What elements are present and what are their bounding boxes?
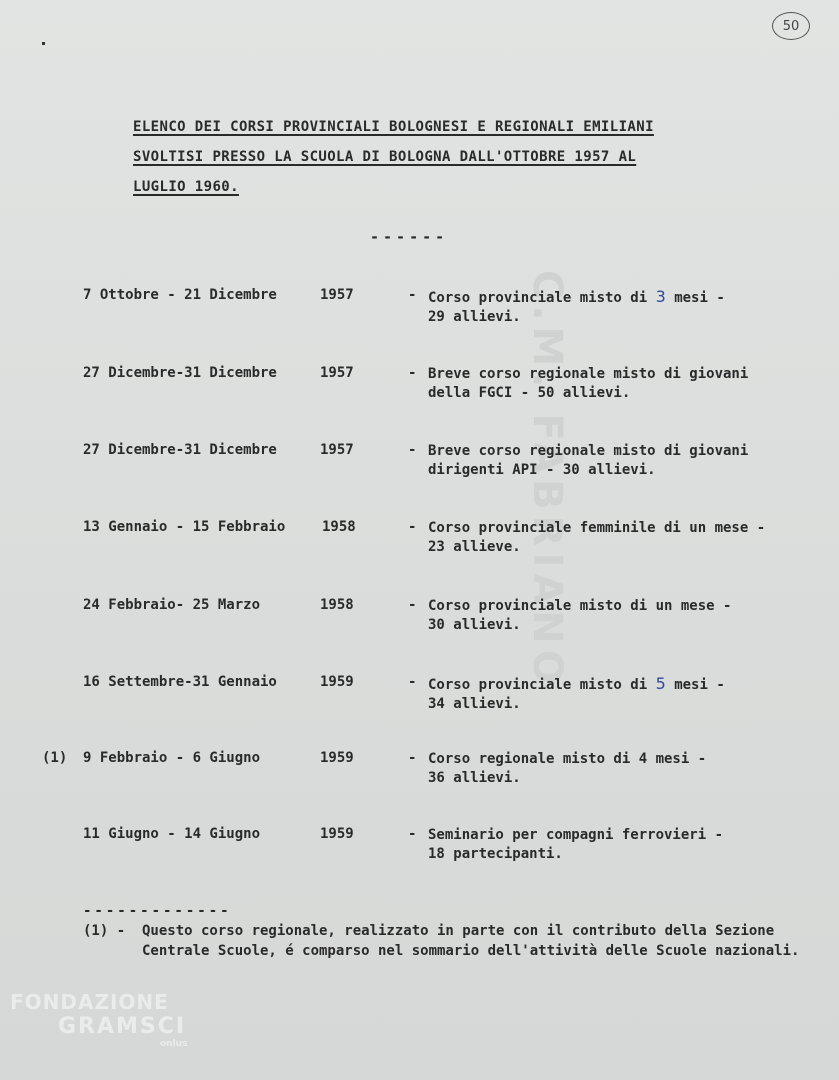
entry-dash: - xyxy=(408,826,417,842)
entry-dash: - xyxy=(408,750,417,766)
logo-line-1: FONDAZIONE xyxy=(10,990,169,1014)
desc-line-2: 30 allievi. xyxy=(428,617,521,633)
desc-line-2: 36 allievi. xyxy=(428,770,521,786)
course-description xyxy=(428,365,833,403)
entry-dash: - xyxy=(408,365,417,381)
archive-logo xyxy=(10,990,210,1070)
logo-line-3: onlus xyxy=(160,1039,188,1049)
desc-line-1: Seminario per compagni ferrovieri - xyxy=(428,827,724,843)
course-year: 1958 xyxy=(320,597,354,613)
desc-line-1: Corso provinciale misto di un mese - xyxy=(428,598,732,614)
desc-part-b: mesi - xyxy=(665,677,725,693)
course-year: 1957 xyxy=(320,365,354,381)
title-separator: ------ xyxy=(370,228,449,246)
desc-line-1: Breve corso regionale misto di giovani xyxy=(428,443,749,459)
course-dates: 24 Febbraio- 25 Marzo xyxy=(83,597,261,613)
entry-dash: - xyxy=(408,442,417,458)
desc-line-2: 29 allievi. xyxy=(428,309,521,325)
footnote-rule: ------------- xyxy=(83,903,232,919)
title-line-3: LUGLIO 1960. xyxy=(133,179,239,195)
desc-line-2: dirigenti API - 30 allievi. xyxy=(428,462,656,478)
desc-line-2: della FGCI - 50 allievi. xyxy=(428,385,631,401)
desc-line-1: Breve corso regionale misto di giovani xyxy=(428,366,749,382)
logo-line-2: GRAMSCI xyxy=(58,1014,187,1039)
handwritten-correction: 3 xyxy=(655,287,666,306)
course-year: 1957 xyxy=(320,442,354,458)
course-dates: 16 Settembre-31 Gennaio xyxy=(83,674,277,690)
course-description xyxy=(428,597,833,635)
entry-dash: - xyxy=(408,519,417,535)
course-description xyxy=(428,287,833,327)
footnote-reference: (1) xyxy=(42,750,68,766)
desc-line-2: 34 allievi. xyxy=(428,696,521,712)
entry-dash: - xyxy=(408,597,417,613)
desc-part-a: Corso provinciale misto di xyxy=(428,677,656,693)
course-description xyxy=(428,674,833,714)
course-description xyxy=(428,750,833,788)
document-title xyxy=(133,112,733,202)
desc-line-2: 18 partecipanti. xyxy=(428,846,563,862)
course-dates: 11 Giugno - 14 Giugno xyxy=(83,826,261,842)
course-dates: 7 Ottobre - 21 Dicembre xyxy=(83,287,277,303)
course-dates: 13 Gennaio - 15 Febbraio xyxy=(83,519,286,535)
course-description xyxy=(428,519,833,557)
entry-dash: - xyxy=(408,674,417,690)
course-dates: 27 Dicembre-31 Dicembre xyxy=(83,365,277,381)
title-line-2: SVOLTISI PRESSO LA SCUOLA DI BOLOGNA DALL'OTTOBRE 1957 AL xyxy=(133,149,637,165)
course-description xyxy=(428,826,833,864)
desc-part-a: Corso provinciale misto di xyxy=(428,290,656,306)
course-dates: 9 Febbraio - 6 Giugno xyxy=(83,750,261,766)
ink-speck xyxy=(42,42,45,45)
course-description xyxy=(428,442,833,480)
course-year: 1959 xyxy=(320,826,354,842)
entry-dash: - xyxy=(408,287,417,303)
course-year: 1958 xyxy=(322,519,356,535)
title-line-1: ELENCO DEI CORSI PROVINCIALI BOLOGNESI E REGIONALI EMILIANI xyxy=(133,119,654,135)
handwritten-correction: 5 xyxy=(655,674,666,693)
page-number: 50 xyxy=(772,12,810,40)
desc-part-b: mesi - xyxy=(665,290,725,306)
course-year: 1957 xyxy=(320,287,354,303)
course-year: 1959 xyxy=(320,674,354,690)
desc-line-1: Corso regionale misto di 4 mesi - xyxy=(428,751,707,767)
course-dates: 27 Dicembre-31 Dicembre xyxy=(83,442,277,458)
desc-line-2: 23 allieve. xyxy=(428,539,521,555)
paper-watermark: C.M. FABRIANO xyxy=(524,270,570,690)
footnote-marker: (1) - xyxy=(83,923,126,939)
course-year: 1959 xyxy=(320,750,354,766)
footnote-text: Questo corso regionale, realizzato in parte con il contributo della Sezione Centrale Scuole, é comparso nel sommario dell'attività delle Scuole nazionali. xyxy=(142,923,800,959)
desc-line-1: Corso provinciale femminile di un mese - xyxy=(428,520,766,536)
